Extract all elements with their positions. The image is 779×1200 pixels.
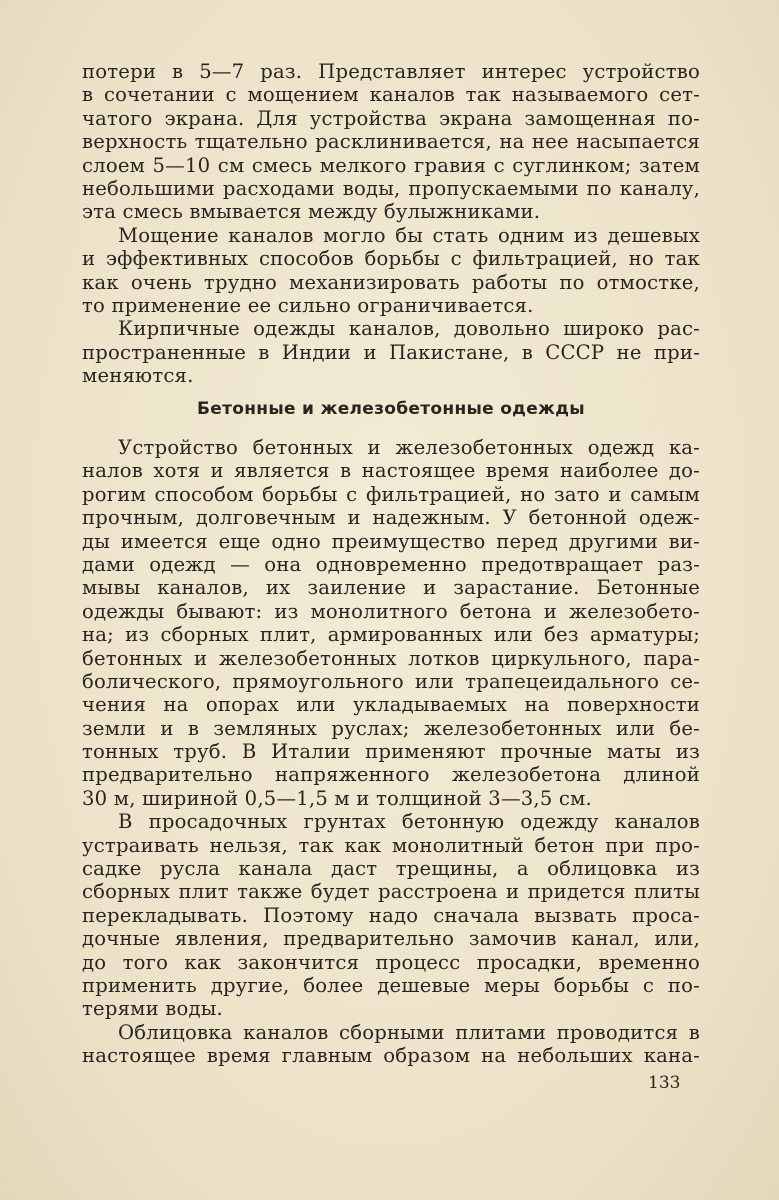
text-line: Облицовка каналов сборными плитами проводится в — [118, 1020, 700, 1044]
text-line: верхность тщательно расклинивается, на нее насыпается — [82, 130, 700, 154]
text-line: бетонных и железобетонных лотков циркульного, пара- — [82, 646, 700, 670]
text-line: терями воды. — [82, 997, 223, 1021]
text-line: болического, прямоугольного или трапецеидального се- — [82, 669, 700, 693]
text-line: небольшими расходами воды, пропускаемыми по каналу, — [82, 176, 700, 200]
text-line: тонных труб. В Италии применяют прочные маты из — [82, 740, 700, 764]
text-line: чатого экрана. Для устройства экрана замощенная по- — [82, 106, 700, 130]
text-line: Устройство бетонных и железобетонных одежд ка- — [118, 436, 700, 459]
section-heading: Бетонные и железобетонные одежды — [197, 399, 585, 419]
text-line: меняются. — [82, 364, 194, 388]
text-line: в сочетании с мощением каналов так называемого сет- — [82, 83, 700, 107]
text-line: дочные явления, предварительно замочив канал, или, — [82, 927, 700, 951]
text-line: до того как закончится процесс просадки, временно — [82, 950, 700, 974]
text-line: налов хотя и является в настоящее время наиболее до- — [82, 459, 700, 483]
text-line: как очень трудно механизировать работы по отмостке, — [82, 270, 700, 294]
paragraph-block-1 — [82, 60, 700, 387]
text-line: чения на опорах или укладываемых на поверхности — [82, 693, 700, 717]
text-line: то применение ее сильно ограничивается. — [82, 293, 534, 317]
text-line: слоем 5—10 см смесь мелкого гравия с суглинком; затем — [82, 153, 700, 177]
page-number: 133 — [648, 1073, 681, 1093]
text-line: на; из сборных плит, армированных или без арматуры; — [82, 623, 700, 647]
paragraph-block-2 — [82, 436, 700, 1068]
text-line: и эффективных способов борьбы с фильтрацией, но так — [82, 247, 700, 271]
text-line: эта смесь вмывается между булыжниками. — [82, 200, 541, 224]
text-line: прочным, долговечным и надежным. У бетонной одеж- — [82, 506, 700, 530]
text-line: Кирпичные одежды каналов, довольно широко рас- — [118, 317, 700, 341]
text-line: устраивать нельзя, так как монолитный бетон при про- — [82, 833, 700, 857]
text-line: пространенные в Индии и Пакистане, в СССР не при- — [82, 340, 700, 364]
text-line: садке русла канала даст трещины, а облицовка из — [82, 857, 700, 881]
text-line: применить другие, более дешевые меры борьбы с по- — [82, 973, 700, 997]
text-line: Мощение каналов могло бы стать одним из дешевых — [118, 223, 700, 247]
text-line: предварительно напряженного железобетона длиной — [82, 763, 700, 787]
text-line: настоящее время главным образом на небольших кана- — [82, 1044, 700, 1068]
text-line: 30 м, шириной 0,5—1,5 м и толщиной 3—3,5 см. — [82, 786, 592, 810]
text-line: потери в 5—7 раз. Представляет интерес устройство — [82, 60, 700, 83]
text-line: В просадочных грунтах бетонную одежду каналов — [118, 810, 700, 834]
text-line: ды имеется еще одно преимущество перед другими ви- — [82, 529, 700, 553]
text-line: одежды бывают: из монолитного бетона и железобето- — [82, 599, 700, 623]
text-line: мывы каналов, их заиление и зарастание. Бетонные — [82, 576, 700, 600]
text-line: сборных плит также будет расстроена и придется плиты — [82, 880, 700, 904]
text-line: перекладывать. Поэтому надо сначала вызвать проса- — [82, 903, 700, 927]
text-line: дами одежд — она одновременно предотвращает раз- — [82, 552, 700, 576]
text-line: земли и в земляных руслах; железобетонных или бе- — [82, 716, 700, 740]
text-line: рогим способом борьбы с фильтрацией, но зато и самым — [82, 482, 700, 506]
